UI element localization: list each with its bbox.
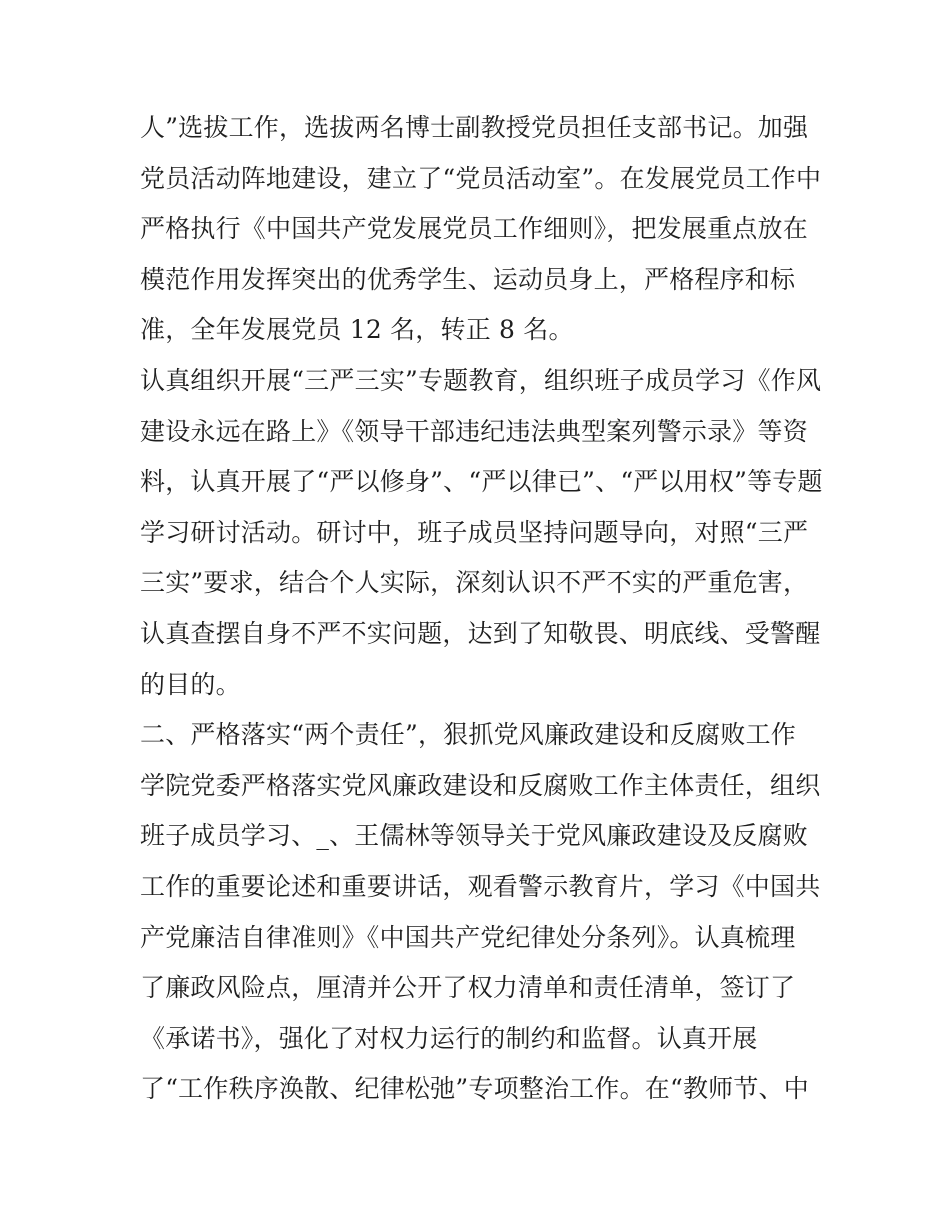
text-line: 的目的。 bbox=[140, 669, 241, 699]
text-line: 建设永远在路上》《领导干部违纪违法典型案列警示录》等资 bbox=[140, 416, 808, 446]
text-line: 《承诺书》，强化了对权力运行的制约和监督。认真开展 bbox=[140, 1023, 758, 1053]
text-line: 准，全年发展党员 12 名，转正 8 名。 bbox=[140, 315, 574, 345]
text-line: 认真组织开展“三严三实”专题教育，组织班子成员学习《作风 bbox=[140, 365, 822, 395]
text-line: 学院党委严格落实党风廉政建设和反腐败工作主体责任，组织 bbox=[140, 770, 821, 800]
section-heading: 二、严格落实“两个责任”，狠抓党风廉政建设和反腐败工作 bbox=[140, 720, 796, 750]
text-line: 了“工作秩序涣散、纪律松弛”专项整治工作。在“教师节、中 bbox=[140, 1074, 809, 1104]
text-line: 班子成员学习、_、王儒林等领导关于党风廉政建设及反腐败 bbox=[140, 821, 808, 851]
text-line: 模范作用发挥突出的优秀学生、运动员身上，严格程序和标 bbox=[140, 264, 796, 294]
text-line: 严格执行《中国共产党发展党员工作细则》，把发展重点放在 bbox=[140, 214, 808, 244]
text-line: 党员活动阵地建设，建立了“党员活动室”。在发展党员工作中 bbox=[140, 163, 822, 193]
text-line: 学习研讨活动。研讨中，班子成员坚持问题导向，对照“三严 bbox=[140, 517, 809, 547]
text-line: 人”选拔工作，选拔两名博士副教授党员担任支部书记。加强 bbox=[140, 113, 809, 142]
text-line: 工作的重要论述和重要讲话，观看警示教育片，学习《中国共 bbox=[140, 871, 821, 901]
text-line: 认真查摆自身不严不实问题，达到了知敬畏、明底线、受警醒 bbox=[140, 618, 821, 648]
text-line: 料，认真开展了“严以修身”、“严以律已”、“严以用权”等专题 bbox=[140, 467, 823, 497]
text-line: 三实”要求，结合个人实际，深刻认识不严不实的严重危害， bbox=[140, 568, 809, 598]
body-text bbox=[140, 103, 840, 1115]
text-line: 产党廉洁自律准则》《中国共产党纪律处分条列》。认真梳理 bbox=[140, 922, 796, 952]
text-line: 了廉政风险点，厘清并公开了权力清单和责任清单，签订了 bbox=[140, 973, 796, 1003]
